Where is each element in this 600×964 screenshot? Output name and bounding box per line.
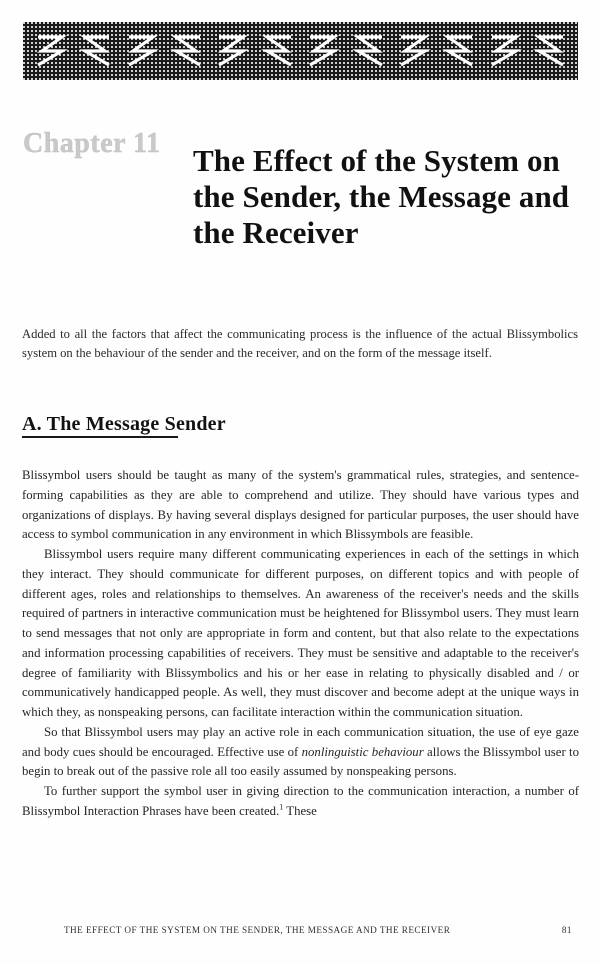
section-heading-rule — [22, 436, 178, 438]
blissymbol-ornament-icon — [347, 31, 391, 71]
footer-page-number: 81 — [561, 925, 572, 935]
chapter-label: Chapter 11 — [23, 128, 161, 159]
footnote-marker[interactable]: 1 — [279, 802, 284, 812]
blissymbol-ornament-icon — [74, 31, 118, 71]
body-paragraph-4 — [22, 782, 579, 822]
blissymbol-ornament-icon — [165, 31, 209, 71]
blissymbol-ornament-icon — [392, 31, 436, 71]
banner-glyph-row — [23, 22, 578, 80]
blissymbol-ornament-icon — [210, 31, 254, 71]
blissymbol-ornament-icon — [29, 31, 73, 71]
section-heading: A. The Message Sender — [22, 412, 226, 435]
page-footer — [22, 925, 578, 935]
body-paragraph-3-pre: So that Blissymbol users may play an active role in each communication situation, the use of eye gaze and body cues should be encouraged. Effective use of — [22, 724, 579, 759]
decorative-banner — [23, 22, 578, 80]
body-paragraph-1: Blissymbol users should be taught as many of the system's grammatical rules, strategies, and sentence-forming capabilities as they are able to comprehend and utilize. They should have various types and organizations of displays. By having several displays designed for particular purposes, the user should have access to symbol communication in any environment in which Blissymbols are feasible. — [22, 468, 579, 542]
body-copy — [22, 466, 579, 822]
body-paragraph-3 — [22, 723, 579, 782]
body-paragraph-4-pre: To further support the symbol user in giving direction to the communication interaction, a number of Blissymbol Interaction Phrases have been created. — [22, 784, 579, 819]
intro-paragraph: Added to all the factors that affect the communicating process is the influence of the actual Blissymbolics system on the behaviour of the sender and the receiver, and on the form of the message itself. — [22, 326, 578, 360]
chapter-heading-block — [23, 122, 579, 271]
chapter-title: The Effect of the System on the Sender, the Message and the Receiver — [193, 142, 570, 250]
blissymbol-ornament-icon — [301, 31, 345, 71]
body-paragraph-2: Blissymbol users require many different communicating experiences in each of the settings in which they interact. They should communicate for different purposes, on different topics and with people of different ages, roles and relationships to themselves. An awareness of the receiver's needs and the skills required of partners in interactive communication must be heightened for Blissymbol users. They must learn to send messages that not only are appropriate in form and content, but that also relate to the expectations and information processing capabilities of receivers. They must be sensitive and adaptable to the receiver's degree of familiarity with Blissymbolics and his or her ease in relating to physically disabled and / or communicatively handicapped people. As well, they must discover and become adept at the unique ways in which they, as nonspeaking persons, can facilitate interaction within the communication situation. — [22, 547, 579, 720]
blissymbol-ornament-icon — [256, 31, 300, 71]
body-paragraph-4-post: These — [283, 804, 317, 819]
blissymbol-ornament-icon — [528, 31, 572, 71]
body-paragraph-3-post: allows the Blissymbol user to begin to break out of the passive role all too easily assumed by nonspeaking persons. — [22, 744, 580, 779]
blissymbol-ornament-icon — [437, 31, 481, 71]
blissymbol-ornament-icon — [483, 31, 527, 71]
blissymbol-ornament-icon — [120, 31, 164, 71]
body-paragraph-3-italic: nonlinguistic behaviour — [301, 744, 424, 759]
footer-running-title: THE EFFECT OF THE SYSTEM ON THE SENDER, THE MESSAGE AND THE RECEIVER — [64, 925, 451, 935]
